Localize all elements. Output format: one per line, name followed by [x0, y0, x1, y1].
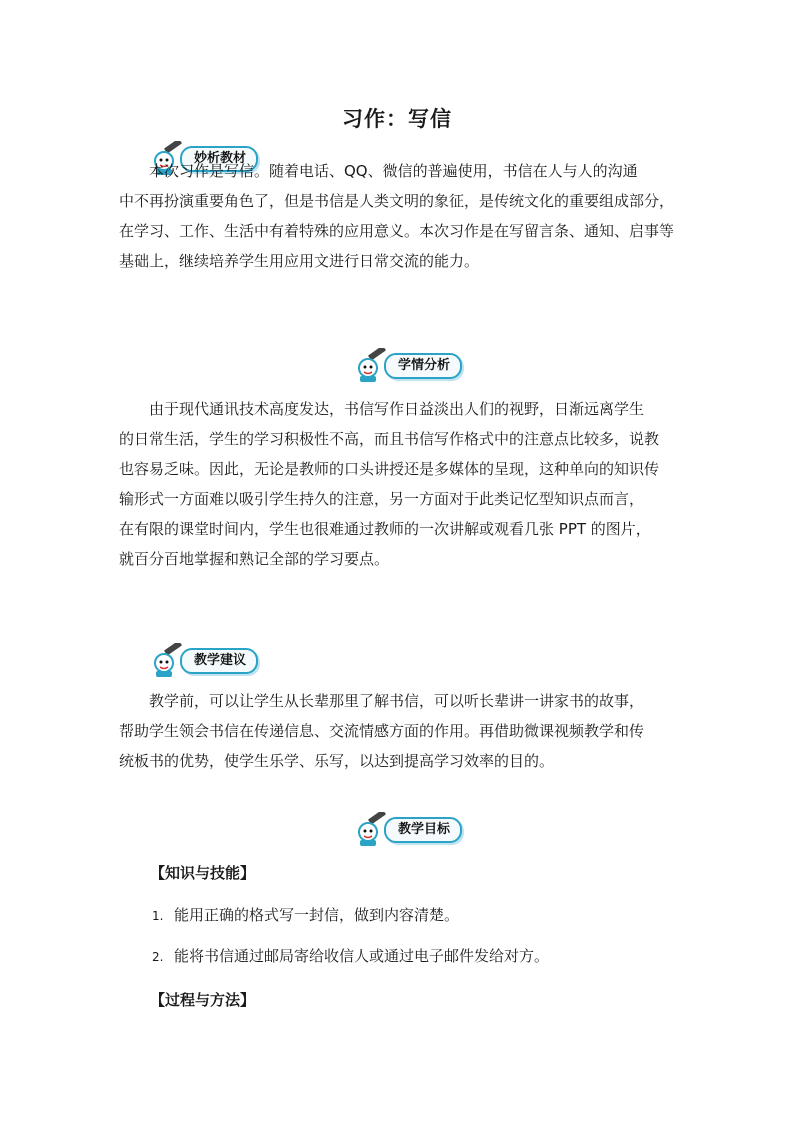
section-badge-label: 学情分析	[384, 353, 462, 379]
pencil-mascot-icon	[150, 643, 186, 679]
text-line: 也容易乏味。因此，无论是教师的口头讲授还是多媒体的呈现，这种单向的知识传	[119, 460, 660, 478]
text-line: 统板书的优势，使学生乐学、乐写，以达到提高学习效率的目的。	[119, 752, 555, 770]
goal-heading-knowledge: 【知识与技能】	[150, 864, 256, 882]
text-line: 本次习作是写信。随着电话、QQ、微信的普遍使用，书信在人与人的沟通	[149, 162, 638, 180]
section-paragraph	[119, 394, 679, 574]
text-line: 教学前，可以让学生从长辈那里了解书信，可以听长辈讲一讲家书的故事，	[149, 692, 645, 710]
pencil-mascot-icon	[354, 348, 390, 384]
text-line: 就百分百地掌握和熟记全部的学习要点。	[119, 550, 390, 568]
list-number: 2.	[152, 950, 164, 964]
text-line: 中不再扮演重要角色了，但是书信是人类文明的象征，是传统文化的重要组成部分，	[119, 192, 675, 210]
list-number: 1.	[152, 909, 164, 923]
section-paragraph	[119, 686, 679, 776]
text-line: 在有限的课堂时间内，学生也很难通过教师的一次讲解或观看几张 PPT 的图片，	[119, 520, 651, 538]
text-line: 输形式一方面难以吸引学生持久的注意，另一方面对于此类记忆型知识点而言，	[119, 490, 645, 508]
text-line: 的日常生活，学生的学习积极性不高，而且书信写作格式中的注意点比较多，说教	[119, 430, 660, 448]
section-badge-label: 妙析教材	[180, 146, 258, 172]
text-line: 由于现代通讯技术高度发达，书信写作日益淡出人们的视野，日渐远离学生	[149, 400, 645, 418]
text-line: 在学习、工作、生活中有着特殊的应用意义。本次习作是在写留言条、通知、启事等	[119, 222, 675, 240]
section-badge-situation	[354, 348, 462, 384]
section-badge-label: 教学目标	[384, 817, 462, 843]
text-line: 帮助学生领会书信在传递信息、交流情感方面的作用。再借助微课视频教学和传	[119, 722, 645, 740]
list-item	[152, 904, 459, 925]
list-item	[152, 945, 549, 966]
list-text: 能用正确的格式写一封信，做到内容清楚。	[174, 906, 460, 924]
section-badge-label: 教学建议	[180, 648, 258, 674]
section-badge-suggestions	[150, 643, 258, 679]
pencil-mascot-icon	[354, 812, 390, 848]
goal-heading-process: 【过程与方法】	[150, 991, 256, 1009]
page-title: 习作：写信	[342, 107, 452, 131]
text-line: 基础上，继续培养学生用应用文进行日常交流的能力。	[119, 252, 480, 270]
section-paragraph	[119, 156, 679, 276]
list-text: 能将书信通过邮局寄给收信人或通过电子邮件发给对方。	[174, 947, 550, 965]
section-badge-goals	[354, 812, 462, 848]
